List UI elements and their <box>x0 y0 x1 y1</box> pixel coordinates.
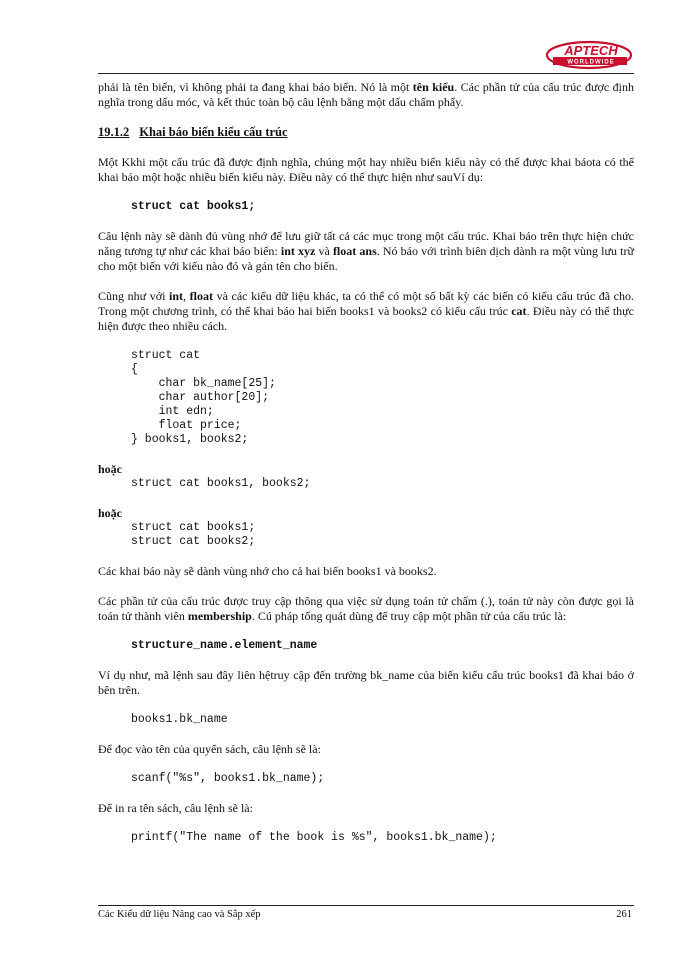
section-title: Khai báo biến kiểu cấu trúc <box>139 125 288 139</box>
paragraph-memory: Câu lệnh này sẽ dành đủ vùng nhớ để lưu giữ tất cả các mục trong một cấu trúc. Khai báo trên thực hiện chức năng tương tự như các khai báo biến: int xyz và float ans. Nó báo với trình biên dịch dành ra một vùng lưu trữ cho một biến với kiểu nào đó và gán tên cho biến. <box>98 229 634 273</box>
section-heading <box>98 125 634 140</box>
footer-rule <box>98 905 634 906</box>
or-label-1: hoặc <box>98 462 122 476</box>
code-block-1: struct cat books1; <box>131 200 256 213</box>
code-block-5: structure_name.element_name <box>131 639 318 652</box>
or-label-2: hoặc <box>98 506 122 520</box>
page-number: 261 <box>616 909 632 920</box>
code-block-2: struct cat { char bk_name[25]; char author[20]; int edn; float price; } books1, books2; <box>131 349 276 446</box>
code-block-6: books1.bk_name <box>131 713 228 726</box>
paragraph-dot-operator: Các phần tử của cấu trúc được truy cập thông qua việc sử dụng toán tử chấm (.), toán tử này còn được gọi là toán tử thành viên membership. Cú pháp tổng quát dùng để truy cập một phần tử của cấu trúc là: <box>98 594 634 623</box>
header-rule <box>98 73 634 74</box>
paragraph-print-name: Để in ra tên sách, câu lệnh sẽ là: <box>98 801 253 815</box>
code-block-4: struct cat books1; struct cat books2; <box>131 521 256 548</box>
code-block-3: struct cat books1, books2; <box>131 477 311 490</box>
page-content <box>98 80 634 845</box>
paragraph-declare: Một Kkhi một cấu trúc đã được định nghĩa, chúng một hay nhiều biến kiểu này có thể được khai báota có thể khai báo một hoặc nhiều biến kiểu này. Điều này có thể thực hiện như sauVí dụ: <box>98 155 634 184</box>
paragraph-multiple-vars: Cũng như với int, float và các kiểu dữ liệu khác, ta có thể có một số bất kỳ các biến có kiểu cấu trúc đã cho. Trong một chương trình, có thể khai báo hai biến books1 và books2 có kiểu cấu trúc cat. Điều này có thể thực hiện được theo nhiều cách. <box>98 289 635 333</box>
paragraph-read-name: Để đọc vào tên của quyển sách, câu lệnh sẽ là: <box>98 742 321 756</box>
logo-text: APTECH <box>564 43 618 58</box>
section-number: 19.1.2 <box>98 125 130 139</box>
paragraph-example: Ví dụ như, mã lệnh sau đây liên hệtruy cập đến trường bk_name của biến kiểu cấu trúc books1 đã khai báo ở bên trên. <box>98 668 634 697</box>
paragraph-both-vars: Các khai báo này sẽ dành vùng nhớ cho cả hai biến books1 và books2. <box>98 564 437 578</box>
code-block-7: scanf("%s", books1.bk_name); <box>131 772 325 785</box>
logo-subtext: WORLDWIDE <box>567 59 615 66</box>
footer-title: Các Kiểu dữ liệu Nâng cao và Sắp xếp <box>98 909 261 920</box>
paragraph-intro: phải là tên biến, vì không phải ta đang khai báo biến. Nó là một tên kiểu. Các phần tử của cấu trúc được định nghĩa trong dấu móc, và kết thúc toàn bộ câu lệnh bằng một dấu chấm phẩy. <box>98 80 634 109</box>
code-block-8: printf("The name of the book is %s", books1.bk_name); <box>131 831 497 844</box>
aptech-logo <box>545 40 633 70</box>
